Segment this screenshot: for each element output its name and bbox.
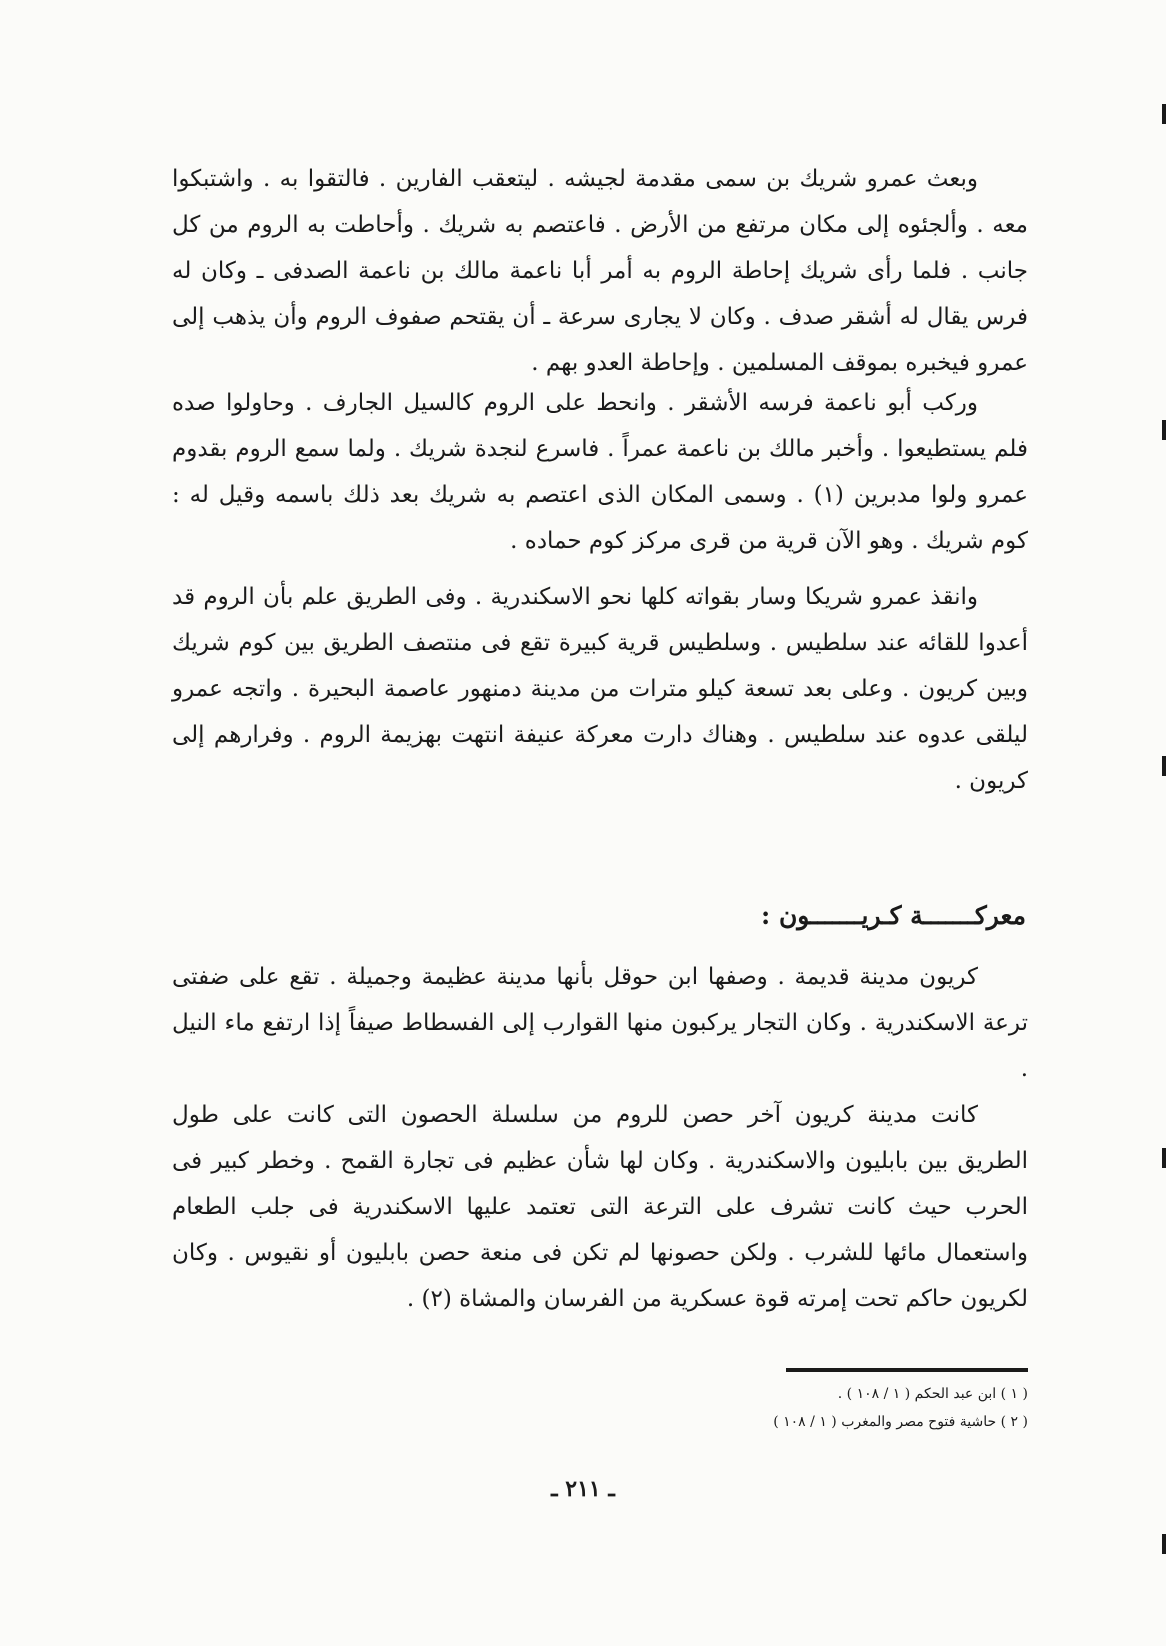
scan-edge-mark	[1162, 1534, 1166, 1554]
section-text-2	[172, 1092, 1028, 1322]
section-paragraph-1: كريون مدينة قديمة . وصفها ابن حوقل بأنها مدينة عظيمة وجميلة . تقع على ضفتى ترعة الاسكندرية . وكان التجار يركبون منها القوارب إلى الفسطاط صيفاً إذا ارتفع ماء النيل .	[172, 964, 1028, 1082]
footnote-1: ( ١ ) ابن عبد الحكم ( ١ / ١٠٨ ) .	[837, 1386, 1028, 1402]
section-text-1	[172, 954, 1028, 1092]
footnote-divider	[786, 1368, 1028, 1372]
page-number: ـ ٢١١ ـ	[551, 1476, 615, 1502]
footnotes	[600, 1380, 1028, 1436]
body-text-top	[172, 156, 1028, 386]
section-heading: معركـــــــة كـريـــــــون :	[761, 901, 1026, 930]
scan-edge-mark	[1162, 420, 1166, 440]
paragraph-2: وركب أبو ناعمة فرسه الأشقر . وانحط على الروم كالسيل الجارف . وحاولوا صده فلم يستطيعوا . وأخبر مالك بن ناعمة عمراً . فاسرع لنجدة شريك . ولما سمع الروم بقدوم عمرو ولوا مدبرين (١) . وسمى المكان الذى اعتصم به شريك بعد ذلك باسمه وقيل له : كوم شريك . وهو الآن قرية من قرى مركز كوم حماده .	[172, 390, 1028, 554]
body-text-lower	[172, 574, 1028, 804]
paragraph-1: وبعث عمرو شريك بن سمى مقدمة لجيشه . ليتعقب الفارين . فالتقوا به . واشتبكوا معه . وألجئوه إلى مكان مرتفع من الأرض . فاعتصم به شريك . وأحاطت به الروم من كل جانب . فلما رأى شريك إحاطة الروم به أمر أبا ناعمة مالك بن ناعمة الصدفى ـ وكان له فرس يقال له أشقر صدف . وكان لا يجارى سرعة ـ أن يقتحم صفوف الروم وأن يذهب إلى عمرو فيخبره بموقف المسلمين . وإحاطة العدو بهم .	[172, 166, 1028, 376]
footnote-2: ( ٢ ) حاشية فتوح مصر والمغرب ( ١ / ١٠٨ )	[773, 1414, 1028, 1430]
section-paragraph-2: كانت مدينة كريون آخر حصن للروم من سلسلة الحصون التى كانت على طول الطريق بين بابليون والاسكندرية . وكان لها شأن عظيم فى تجارة القمح . وخطر كبير فى الحرب حيث كانت تشرف على الترعة التى تعتمد عليها الاسكندرية فى جلب الطعام واستعمال مائها للشرب . ولكن حصونها لم تكن فى منعة حصن بابليون أو نقيوس . وكان لكريون حاكم تحت إمرته قوة عسكرية من الفرسان والمشاة (٢) .	[172, 1102, 1028, 1312]
paragraph-3: وانقذ عمرو شريكا وسار بقواته كلها نحو الاسكندرية . وفى الطريق علم بأن الروم قد أعدوا للقائه عند سلطيس . وسلطيس قرية كبيرة تقع فى منتصف الطريق بين كوم شريك وبين كريون . وعلى بعد تسعة كيلو مترات من مدينة دمنهور عاصمة البحيرة . واتجه عمرو ليلقى عدوه عند سلطيس . وهناك دارت معركة عنيفة انتهت بهزيمة الروم . وفرارهم إلى كريون .	[172, 584, 1028, 794]
scan-edge-mark	[1162, 756, 1166, 776]
body-text-middle	[172, 380, 1028, 564]
scan-edge-mark	[1162, 1148, 1166, 1168]
scan-edge-mark	[1162, 104, 1166, 124]
